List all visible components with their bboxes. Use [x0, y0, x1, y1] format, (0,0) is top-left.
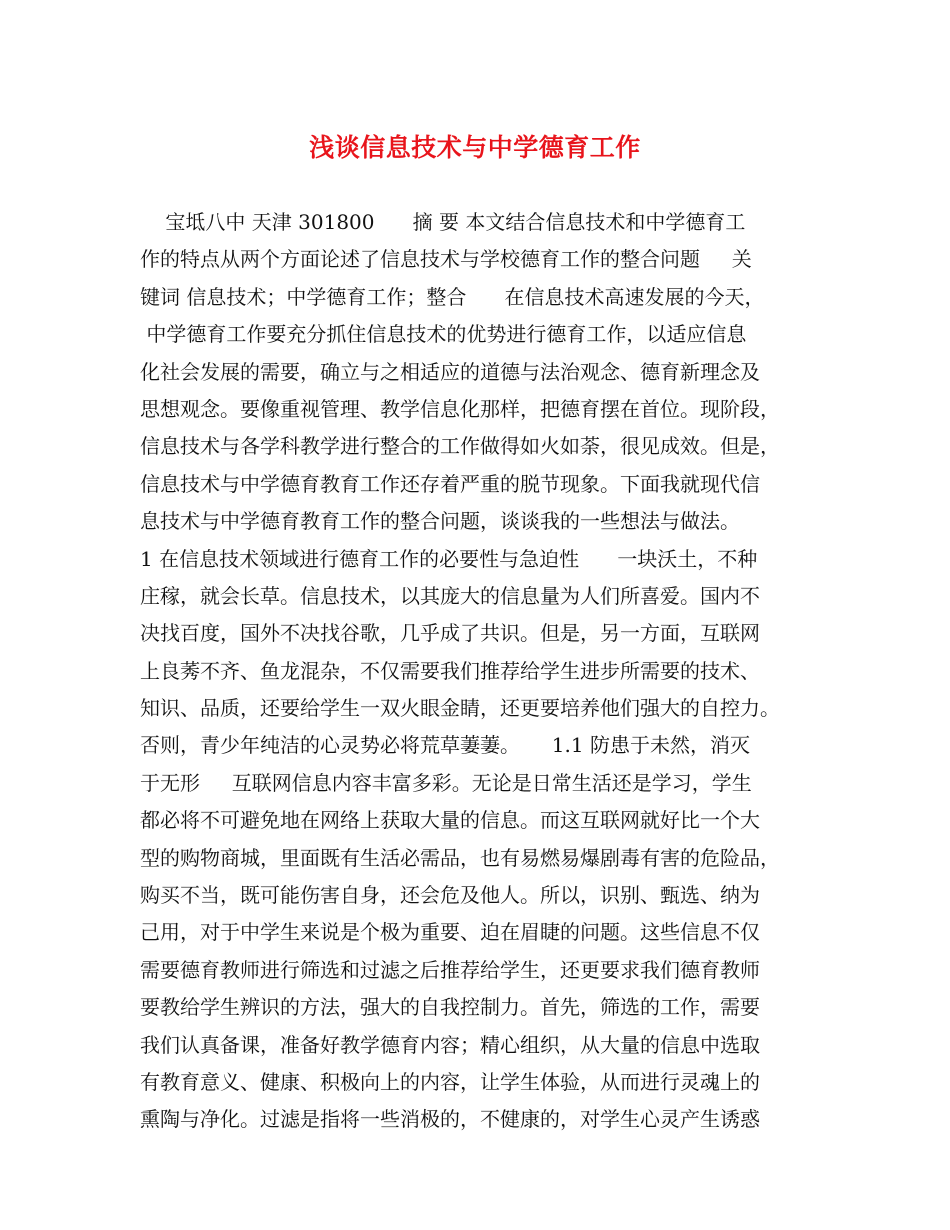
body-line: 要教给学生辨识的方法，强大的自我控制力。首先，筛选的工作，需要 — [140, 995, 760, 1020]
body-line: 己用，对于中学生来说是个极为重要、迫在眉睫的问题。这些信息不仅 — [140, 920, 760, 945]
body-line: 作的特点从两个方面论述了信息技术与学校德育工作的整合问题 关 — [140, 247, 752, 272]
body-line: 知识、品质，还要给学生一双火眼金睛，还更要培养他们强大的自控力。 — [140, 696, 780, 721]
body-line: 否则，青少年纯洁的心灵势必将荒草萋萋。 1.1 防患于未然，消灭 — [140, 733, 750, 758]
body-line: 思想观念。要像重视管理、教学信息化那样，把德育摆在首位。现阶段， — [140, 396, 780, 421]
body-line: 息技术与中学德育教育工作的整合问题，谈谈我的一些想法与做法。 — [140, 509, 740, 534]
body-line: 化社会发展的需要，确立与之相适应的道德与法治观念、德育新理念及 — [140, 359, 760, 384]
body-line: 键词 信息技术；中学德育工作；整合 在信息技术高速发展的今天， — [140, 284, 765, 309]
body-line: 需要德育教师进行筛选和过滤之后推荐给学生，还更要求我们德育教师 — [140, 957, 760, 982]
body-line: 信息技术与各学科教学进行整合的工作做得如火如荼，很见成效。但是， — [140, 434, 780, 459]
body-line: 中学德育工作要充分抓住信息技术的优势进行德育工作，以适应信息 — [140, 322, 747, 347]
body-line: 有教育意义、健康、积极向上的内容，让学生体验，从而进行灵魂上的 — [140, 1069, 760, 1094]
body-line: 于无形 互联网信息内容丰富多彩。无论是日常生活还是学习，学生 — [140, 770, 752, 795]
body-line: 宝坻八中 天津 301800 摘 要 本文结合信息技术和中学德育工 — [140, 210, 746, 234]
body-line: 型的购物商城，里面既有生活必需品，也有易燃易爆剧毒有害的危险品， — [140, 845, 780, 870]
document-body — [140, 204, 812, 1139]
body-line: 我们认真备课，准备好教学德育内容；精心组织，从大量的信息中选取 — [140, 1032, 760, 1057]
body-line: 都必将不可避免地在网络上获取大量的信息。而这互联网就好比一个大 — [140, 808, 760, 833]
body-line: 上良莠不齐、鱼龙混杂，不仅需要我们推荐给学生进步所需要的技术、 — [140, 658, 760, 683]
body-line: 购买不当，既可能伤害自身，还会危及他人。所以，识别、甄选、纳为 — [140, 883, 760, 908]
document-title: 浅谈信息技术与中学德育工作 — [309, 133, 641, 162]
body-line: 庄稼，就会长草。信息技术，以其庞大的信息量为人们所喜爱。国内不 — [140, 583, 760, 608]
body-line: 信息技术与中学德育教育工作还存着严重的脱节现象。下面我就现代信 — [140, 471, 760, 496]
body-line: 决找百度，国外不决找谷歌，几乎成了共识。但是，另一方面，互联网 — [140, 621, 760, 646]
body-line: 1 在信息技术领域进行德育工作的必要性与急迫性 一块沃土，不种 — [140, 546, 758, 571]
body-line: 熏陶与净化。过滤是指将一些消极的，不健康的，对学生心灵产生诱惑 — [140, 1107, 760, 1132]
